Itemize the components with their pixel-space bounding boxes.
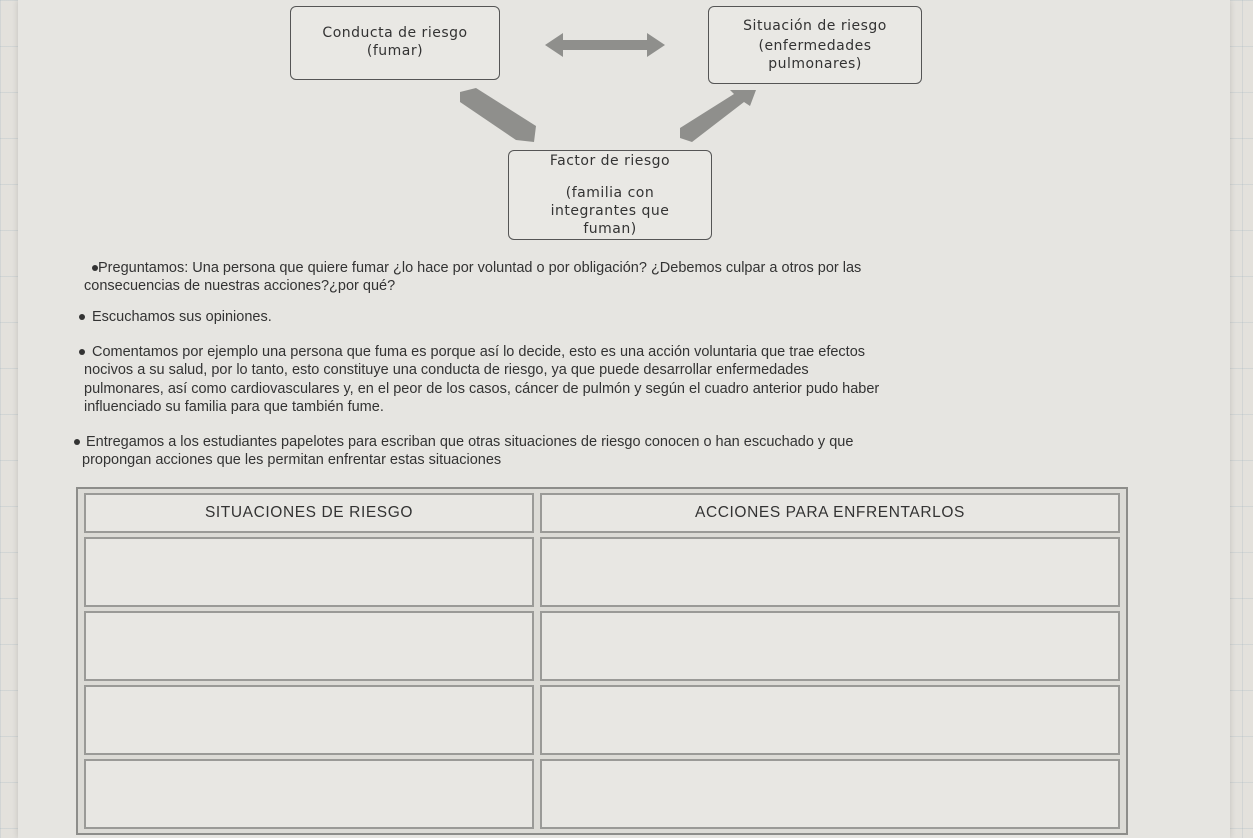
conducta-title: Conducta de riesgo [322,25,468,41]
header-situaciones: SITUACIONES DE RIESGO [84,493,534,533]
empty-cell[interactable] [84,759,534,829]
empty-cell[interactable] [540,611,1120,681]
situacion-detail-line1: (enfermedades [758,38,872,54]
double-arrow-icon [545,30,665,60]
bullet-line: Escuchamos sus opiniones. [92,309,272,325]
factor-detail-line1: (familia con [565,185,655,201]
bullet-line: propongan acciones que les permitan enfrentar estas situaciones [82,452,502,468]
table-row [84,759,1120,829]
bullet-line: nocivos a su salud, por lo tanto, esto constituye una conducta de riesgo, ya que puede desarrollar enfermedades [84,362,809,378]
factor-de-riesgo-box [508,150,712,240]
bullet-line: pulmonares, así como cardiovasculares y, en el peor de los casos, cáncer de pulmón y según el cuadro anterior pudo haber [84,380,880,397]
empty-cell[interactable] [84,685,534,755]
table-row [84,611,1120,681]
bullet-comentamos [92,343,865,362]
bullet-line: influenciado su familia para que también fume. [84,399,384,415]
bullet-entregamos [86,433,853,452]
bullet-escuchamos [92,308,272,327]
empty-cell[interactable] [540,759,1120,829]
bullet-line: Entregamos a los estudiantes papelotes para escriban que otras situaciones de riesgo conocen o han escuchado y que [86,434,854,450]
table-header-row [84,493,1120,533]
bullet-entregamos-cont [82,451,501,470]
conducta-detail: (fumar) [366,43,424,59]
bullet-line: Comentamos por ejemplo una persona que fuma es porque así lo decide, esto es una acción voluntaria que trae efectos [92,344,866,360]
bullet-preguntamos-cont [84,277,395,296]
factor-detail-line3: fuman) [583,221,637,237]
table-row [84,537,1120,607]
arrow-from-factor-icon [678,88,758,144]
situacion-de-riesgo-box [708,6,922,84]
factor-title: Factor de riesgo [549,153,671,169]
bullet-dot [74,439,80,445]
table-row [84,685,1120,755]
situacion-detail-line2: pulmonares) [768,56,862,72]
empty-cell[interactable] [540,537,1120,607]
factor-detail-line2: integrantes que [550,203,670,219]
bullet-line: consecuencias de nuestras acciones?¿por qué? [84,278,396,294]
header-acciones: ACCIONES PARA ENFRENTARLOS [540,493,1120,533]
situacion-title: Situación de riesgo [743,18,887,34]
empty-cell[interactable] [84,537,534,607]
arrow-to-factor-icon [456,86,538,144]
conducta-de-riesgo-box [290,6,500,80]
empty-cell[interactable] [84,611,534,681]
risk-situations-table [76,487,1128,835]
empty-cell[interactable] [540,685,1120,755]
bullet-dot [79,349,85,355]
bullet-dot [79,314,85,320]
bullet-line: Preguntamos: Una persona que quiere fumar ¿lo hace por voluntad o por obligación? ¿Debemos culpar a otros por las [98,260,862,276]
bullet-comentamos-cont [84,361,879,417]
bullet-preguntamos [98,259,861,278]
